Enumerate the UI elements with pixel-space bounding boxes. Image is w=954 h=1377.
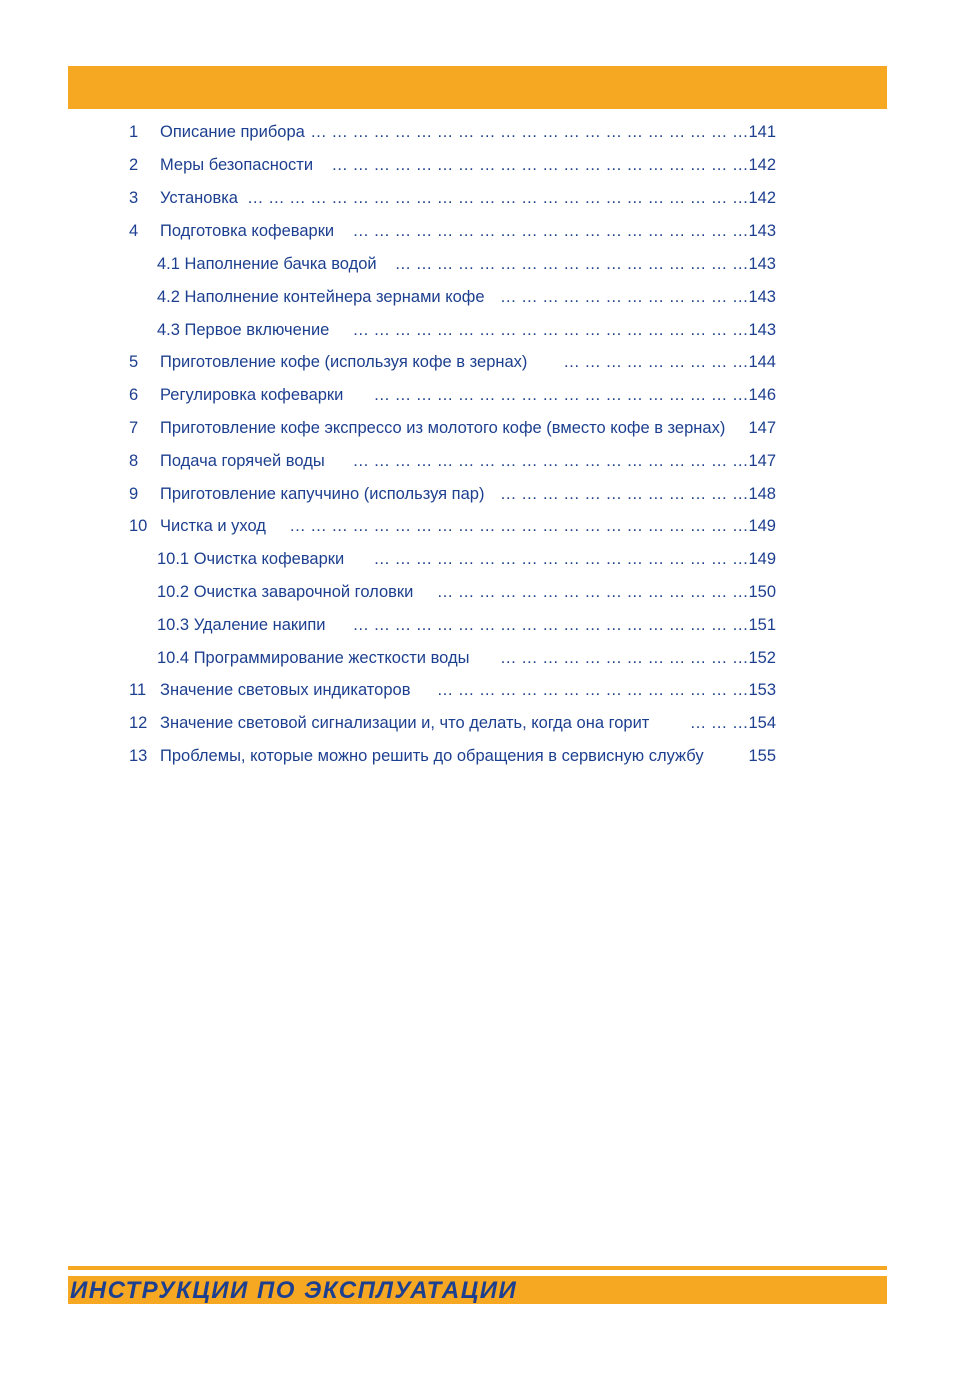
toc-entry-page: 155 bbox=[748, 747, 776, 765]
toc-subentry-page: … … … … … … … … … … … … … … …150 bbox=[436, 583, 776, 601]
toc-subentry-title: 10.2 Очистка заварочной головки bbox=[157, 583, 414, 601]
toc-subentry-page: … … … … … … … … … … … …152 bbox=[500, 649, 776, 667]
toc-subentry[interactable] bbox=[0, 609, 954, 642]
toc-entry-title: Установка bbox=[160, 189, 238, 207]
toc-entry-title: Подача горячей воды bbox=[160, 452, 325, 470]
toc-subentry[interactable] bbox=[0, 248, 954, 281]
toc-entry-title: Приготовление кофе экспрессо из молотого кофе (вместо кофе в зернах) bbox=[160, 419, 726, 437]
toc-subentry-title: 10.4 Программирование жесткости воды bbox=[157, 649, 470, 667]
toc-entry-number: 10 bbox=[129, 517, 148, 535]
toc-entry-number: 5 bbox=[129, 353, 139, 371]
toc-entry-page: … … … … … … … … … … … … … … … … … … …147 bbox=[352, 452, 776, 470]
toc-subentry-title: 4.1 Наполнение бачка водой bbox=[157, 255, 377, 273]
toc-entry-title: Чистка и уход bbox=[160, 517, 266, 535]
toc-entry-title: Приготовление кофе (используя кофе в зернах) bbox=[160, 353, 528, 371]
toc-entry-number: 11 bbox=[129, 681, 147, 699]
toc-entry-title: Регулировка кофеварки bbox=[160, 386, 344, 404]
toc-entry-page: … … … … … … … … … … … … … … … … … … … …142 bbox=[331, 156, 776, 174]
toc-entry[interactable] bbox=[0, 412, 954, 445]
toc-entry-page: … … … … … … … … … … … …148 bbox=[500, 485, 776, 503]
toc-subentry[interactable] bbox=[0, 281, 954, 314]
toc-subentry-title: 10.1 Очистка кофеварки bbox=[157, 550, 345, 568]
toc-subentry-title: 4.3 Первое включение bbox=[157, 321, 330, 339]
toc-entry-number: 1 bbox=[129, 123, 139, 141]
toc-entry[interactable] bbox=[0, 149, 954, 182]
toc-entry-number: 13 bbox=[129, 747, 148, 765]
header-band bbox=[68, 66, 887, 109]
toc-entry-number: 7 bbox=[129, 419, 139, 437]
toc-entry-number: 9 bbox=[129, 485, 139, 503]
toc-entry[interactable] bbox=[0, 215, 954, 248]
toc-subentry-page: … … … … … … … … … … … … … … … … …143 bbox=[394, 255, 776, 273]
toc-subentry-title: 4.2 Наполнение контейнера зернами кофе bbox=[157, 288, 485, 306]
toc-entry-number: 6 bbox=[129, 386, 139, 404]
toc-entry[interactable] bbox=[0, 445, 954, 478]
toc-entry-page: … … … … … … … … … … … … … … … … … … …143 bbox=[352, 222, 776, 240]
toc-entry-title: Подготовка кофеварки bbox=[160, 222, 335, 240]
toc-entry-page: … … …154 bbox=[689, 714, 776, 732]
toc-entry-title: Меры безопасности bbox=[160, 156, 314, 174]
toc-entry-title: Значение световых индикаторов bbox=[160, 681, 411, 699]
toc-entry[interactable] bbox=[0, 182, 954, 215]
toc-entry[interactable] bbox=[0, 740, 954, 773]
toc-subentry-title: 10.3 Удаление накипи bbox=[157, 616, 326, 634]
toc-subentry[interactable] bbox=[0, 543, 954, 576]
toc-entry-page: … … … … … … … … … … … … … … … … … … … … … … … …142 bbox=[247, 189, 776, 207]
toc-entry-number: 12 bbox=[129, 714, 148, 732]
toc-entry-title: Значение световой сигнализации и, что делать, когда она горит bbox=[160, 714, 650, 732]
toc-subentry-page: … … … … … … … … … … … … … … … … … … …143 bbox=[352, 321, 776, 339]
toc-subentry[interactable] bbox=[0, 576, 954, 609]
footer-rule bbox=[68, 1266, 887, 1270]
toc-entry[interactable] bbox=[0, 707, 954, 740]
toc-entry-number: 3 bbox=[129, 189, 139, 207]
toc-entry-page: … … … … … … … … … … … … … … …153 bbox=[436, 681, 776, 699]
toc-entry[interactable] bbox=[0, 674, 954, 707]
toc-subentry-page: … … … … … … … … … … … … … … … … … …149 bbox=[373, 550, 776, 568]
toc-subentry[interactable] bbox=[0, 642, 954, 675]
toc-entry-page: … … … … … … … … … … … … … … … … … …146 bbox=[373, 386, 776, 404]
toc-entry[interactable] bbox=[0, 379, 954, 412]
toc-entry[interactable] bbox=[0, 478, 954, 511]
toc-subentry-page: … … … … … … … … … … … …143 bbox=[500, 288, 776, 306]
toc-entry-title: Приготовление капуччино (используя пар) bbox=[160, 485, 485, 503]
toc-subentry-page: … … … … … … … … … … … … … … … … … … …151 bbox=[352, 616, 776, 634]
toc-entry[interactable] bbox=[0, 346, 954, 379]
toc-entry[interactable] bbox=[0, 510, 954, 543]
toc-entry-page: 147 bbox=[748, 419, 776, 437]
toc-entry[interactable] bbox=[0, 116, 954, 149]
toc-entry-number: 4 bbox=[129, 222, 139, 240]
toc-subentry[interactable] bbox=[0, 314, 954, 347]
toc-entry-title: Описание прибора bbox=[160, 123, 305, 141]
toc-entry-page: … … … … … … … … …144 bbox=[563, 353, 776, 371]
toc-entry-page: … … … … … … … … … … … … … … … … … … … … …141 bbox=[310, 123, 776, 141]
toc-entry-title: Проблемы, которые можно решить до обращения в сервисную службу bbox=[160, 747, 704, 765]
toc-entry-page: … … … … … … … … … … … … … … … … … … … … … …149 bbox=[289, 517, 776, 535]
toc-entry-number: 8 bbox=[129, 452, 139, 470]
footer-title: ИНСТРУКЦИИ ПО ЭКСПЛУАТАЦИИ bbox=[70, 1277, 518, 1304]
toc-entry-number: 2 bbox=[129, 156, 139, 174]
